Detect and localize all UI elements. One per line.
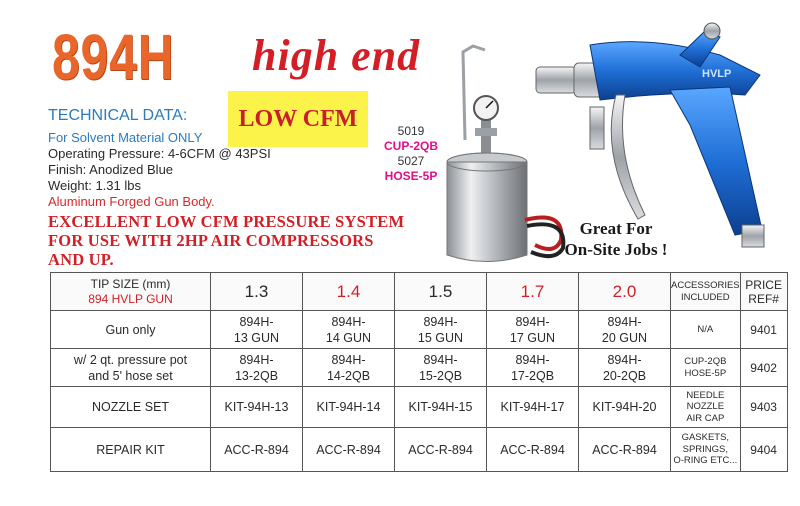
- cup-name: CUP-2QB: [383, 139, 438, 153]
- accessories-cell: [671, 311, 741, 349]
- row-label-l1: w/ 2 qt. pressure pot: [73, 352, 188, 367]
- acc-line: O-RING ETC...: [673, 455, 738, 467]
- table-cell: [579, 311, 671, 349]
- cell-line: 20-2QB: [602, 368, 647, 383]
- table-cell: [395, 311, 487, 349]
- accessories-cell: [671, 349, 741, 387]
- hose-name: HOSE-5P: [384, 169, 438, 183]
- size-1-5: 1.5: [395, 273, 487, 311]
- table-row: [51, 428, 788, 472]
- accessories-header-l1: ACCESSORIES: [671, 280, 740, 291]
- table-row: [51, 311, 788, 349]
- size-1-4: 1.4: [303, 273, 395, 311]
- spec-finish: Finish: Anodized Blue: [48, 162, 174, 177]
- cell-line: 15-2QB: [418, 368, 463, 383]
- cell-line: 894H-: [607, 352, 642, 367]
- row-label-l2: and 5' hose set: [88, 368, 173, 383]
- table-cell: [303, 349, 395, 387]
- table-cell: KIT-94H-20: [579, 387, 671, 428]
- cell-line: 894H-: [423, 314, 458, 329]
- tip-size-header: [51, 273, 211, 311]
- acc-line: NOZZLE: [686, 401, 725, 413]
- cell-line: 15 GUN: [417, 330, 464, 345]
- table-cell: KIT-94H-17: [487, 387, 579, 428]
- cell-line: 14 GUN: [325, 330, 372, 345]
- cell-line: 894H-: [331, 314, 366, 329]
- price-ref-cell: 9401: [740, 311, 787, 349]
- spray-gun-image: [530, 15, 780, 250]
- size-2-0: 2.0: [579, 273, 671, 311]
- table-cell: [579, 349, 671, 387]
- cell-line: 894H-: [239, 314, 274, 329]
- tagline: high end: [252, 31, 421, 80]
- table-cell: KIT-94H-15: [395, 387, 487, 428]
- table-cell: ACC-R-894: [579, 428, 671, 472]
- cell-line: 13-2QB: [234, 368, 279, 383]
- pricing-table: [50, 272, 788, 472]
- table-cell: ACC-R-894: [211, 428, 303, 472]
- table-row: [51, 349, 788, 387]
- table-cell: [395, 349, 487, 387]
- cell-line: 894H-: [423, 352, 458, 367]
- cell-line: 894H-: [515, 352, 550, 367]
- promo-line-1: Great For: [579, 219, 653, 238]
- cell-line: 894H-: [607, 314, 642, 329]
- row-label: REPAIR KIT: [51, 428, 211, 472]
- spec-pressure: Operating Pressure: 4-6CFM @ 43PSI: [48, 146, 271, 161]
- spec-solvent: For Solvent Material ONLY: [48, 130, 203, 145]
- accessories-header-l2: INCLUDED: [681, 291, 730, 303]
- spec-body: Aluminum Forged Gun Body.: [48, 194, 215, 209]
- cell-line: 894H-: [239, 352, 274, 367]
- row-label: NOZZLE SET: [51, 387, 211, 428]
- technical-data-heading: TECHNICAL DATA:: [48, 107, 188, 124]
- hose-code: 5027: [397, 154, 425, 168]
- table-cell: [487, 311, 579, 349]
- accessories-cell: [671, 428, 741, 472]
- headline-line-2: FOR USE WITH 2HP AIR COMPRESSORS: [48, 231, 374, 250]
- table-cell: [211, 311, 303, 349]
- cell-line: 20 GUN: [601, 330, 648, 345]
- size-1-3: 1.3: [211, 273, 303, 311]
- headline-line-1: EXCELLENT LOW CFM PRESSURE SYSTEM: [48, 212, 405, 231]
- table-header-row: [51, 273, 788, 311]
- table-cell: KIT-94H-13: [211, 387, 303, 428]
- acc-line: HOSE-5P: [684, 367, 727, 379]
- cup-code: 5019: [397, 124, 425, 138]
- headline: [48, 212, 404, 269]
- promo-line-2: On-Site Jobs !: [564, 240, 668, 259]
- cell-line: 17-2QB: [510, 368, 555, 383]
- accessories-header: [671, 273, 741, 311]
- acc-line: AIR CAP: [686, 412, 725, 424]
- table-cell: KIT-94H-14: [303, 387, 395, 428]
- table-cell: [303, 311, 395, 349]
- acc-line: GASKETS,: [681, 432, 730, 444]
- price-header-l2: REF#: [748, 291, 779, 306]
- spec-weight: Weight: 1.31 lbs: [48, 178, 141, 193]
- cell-line: 894H-: [331, 352, 366, 367]
- acc-line: N/A: [697, 323, 714, 335]
- row-label: Gun only: [51, 311, 211, 349]
- tip-size-sub: 894 HVLP GUN: [88, 291, 173, 306]
- acc-line: NEEDLE: [686, 389, 725, 401]
- cell-line: 13 GUN: [233, 330, 280, 345]
- price-header-l1: PRICE: [745, 277, 782, 292]
- gun-brand-label: HVLP: [702, 68, 732, 80]
- acc-line: SPRINGS,: [682, 443, 729, 455]
- accessories-cell: [671, 387, 741, 428]
- low-cfm-badge: LOW CFM: [228, 91, 368, 147]
- price-ref-cell: 9404: [740, 428, 787, 472]
- table-cell: [211, 349, 303, 387]
- table-cell: ACC-R-894: [395, 428, 487, 472]
- promo-text: [550, 218, 682, 260]
- tip-size-label: TIP SIZE (mm): [90, 276, 171, 291]
- model-number: 894H: [52, 21, 175, 93]
- headline-line-3: AND UP.: [48, 250, 114, 269]
- table-cell: ACC-R-894: [487, 428, 579, 472]
- price-ref-header: [740, 273, 787, 311]
- size-1-7: 1.7: [487, 273, 579, 311]
- price-ref-cell: 9402: [740, 349, 787, 387]
- table-cell: ACC-R-894: [303, 428, 395, 472]
- row-label: [51, 349, 211, 387]
- acc-line: CUP-2QB: [684, 356, 727, 367]
- price-ref-cell: 9403: [740, 387, 787, 428]
- table-row: [51, 387, 788, 428]
- cell-line: 17 GUN: [509, 330, 556, 345]
- cell-line: 14-2QB: [326, 368, 371, 383]
- cell-line: 894H-: [515, 314, 550, 329]
- table-cell: [487, 349, 579, 387]
